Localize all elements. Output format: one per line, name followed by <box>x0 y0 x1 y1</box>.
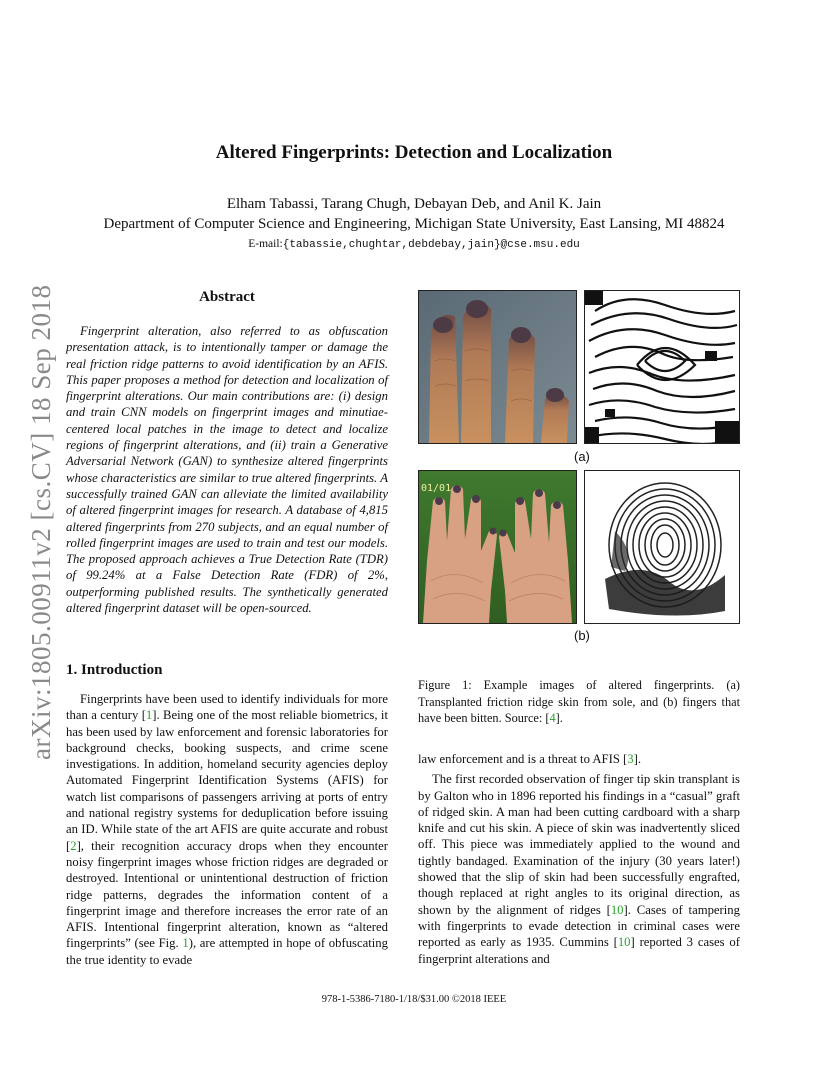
citation-link[interactable]: 3 <box>627 752 634 766</box>
citation-link[interactable]: 4 <box>549 710 556 725</box>
galton-paragraph: The first recorded observation of finger tip skin transplant is by Galton who in 1896 reported his findings in a “casual” graft of ridged skin. A man had been cutting cardboard with a sharp knife and cut his skin. A piece of skin was inadvertently sliced off. This piece was immediately applied to the wound and tightly bandaged. Examination of the injury (30 years later!) showed that the slip of skin had been successfully engrafted, though replaced at right angles to its original direction, as shown by the alignment of ridges [10]. Cases of tampering with fingerprints to evade detection in criminal cases were reported as early as 1935. Cummins [10] reported 3 cases of fingerprint alterations and <box>418 772 740 966</box>
abstract-text: Fingerprint alteration, also referred to as obfuscation presentation attack, is to intentionally tamper or damage the real friction ridge patterns to avoid identification by an AFIS. This paper proposes a method for detection and localization of fingerprint alterations. Our main contributions are: (i) design and train CNN models on fingerprint images and minutiae-centered local patches in the image to detect and localize regions of fingerprint alterations, and (ii) train a Generative Adversarial Network (GAN) to synthesize altered fingerprints whose characteristics are similar to true altered fingerprints. A successfully trained GAN can alleviate the limited availability of altered fingerprint images for research. A database of 4,815 altered fingerprints from 270 subjects, and an equal number of rolled fingerprint images are used to train and test our models. The proposed approach achieves a True Detection Rate (TDR) of 99.24% at a False Detection Rate (FDR) of 2%, outperforming published results. The synthetically generated altered fingerprint dataset will be open-sourced. <box>66 324 388 616</box>
author-list: Elham Tabassi, Tarang Chugh, Debayan Deb, and Anil K. Jain <box>226 196 602 212</box>
figure-sublabel-a: (a) <box>574 449 590 464</box>
figure-reference-link[interactable]: 1 <box>182 936 189 951</box>
figure-sublabel-b: (b) <box>574 628 590 643</box>
citation-link[interactable]: 10 <box>617 935 631 950</box>
citation-link[interactable]: 2 <box>70 838 77 853</box>
arxiv-identifier: arXiv:1805.00911v2 [cs.CV] 18 Sep 2018 <box>26 284 56 760</box>
photo-date-stamp: 01/01 <box>421 483 452 494</box>
figure-1-caption <box>418 665 740 738</box>
copyright-footer: 978-1-5386-7180-1/18/$31.00 ©2018 IEEE <box>321 994 507 1005</box>
citation-link[interactable]: 10 <box>610 902 624 917</box>
section-heading-introduction: 1. Introduction <box>66 662 163 678</box>
affiliation: Department of Computer Science and Engineering, Michigan State University, East Lansing, MI 48824 <box>103 216 725 232</box>
intro-body <box>66 691 388 968</box>
bitten-fingers-image <box>419 471 576 623</box>
altered-fingerprint-image-a <box>585 291 739 443</box>
email-line <box>0 238 828 251</box>
intro-paragraph: Fingerprints have been used to identify individuals for more than a century [1]. Being one of the most reliable biometrics, it has been used by law enforcement and forensic laboratories for background checks, booking suspects, and crime scene investigations. In addition, homeland security agencies deploy Automated Fingerprint Identification Systems (AFIS) for watch list comparisons of passengers arriving at ports of entry and national registry systems for deduplication before issuing an ID. While state of the art AFIS are quite accurate and robust [2], their recognition accuracy drops when they encounter noisy fingerprint images whose friction ridges are degraded or destroyed. Intentional or unintentional destruction of friction ridge patterns, degrades the information content of a fingerprint image and therefore increases the error rate of an AFIS. Intentional fingerprint alteration, known as “altered fingerprints” (see Fig. 1), are attempted in hope of obfuscating the true identity to evade <box>66 692 388 967</box>
abstract-body <box>66 323 388 616</box>
email-address[interactable]: {tabassie,chughtar,debdebay,jain}@cse.msu.edu <box>282 239 580 251</box>
citation-link[interactable]: 1 <box>145 708 153 723</box>
caption-text: Figure 1: Example images of altered fingerprints. (a) Transplanted friction ridge skin from sole, and (b) fingers that have been bitten. Source: [4]. <box>418 678 740 725</box>
email-prefix: E-mail: <box>248 238 283 250</box>
figure-1b-fingerprint-impression <box>584 470 740 624</box>
continued-paragraph: law enforcement and is a threat to AFIS [3]. <box>418 752 642 766</box>
paper-title: Altered Fingerprints: Detection and Localization <box>215 142 613 163</box>
figure-1a-finger-photo <box>418 290 577 444</box>
altered-fingers-image <box>419 291 576 443</box>
figure-1a-fingerprint-impression <box>584 290 740 444</box>
abstract-heading: Abstract <box>199 289 255 305</box>
bitten-fingerprint-image <box>585 471 739 623</box>
right-column-body <box>418 751 740 967</box>
figure-1b-bitten-hands-photo <box>418 470 577 624</box>
